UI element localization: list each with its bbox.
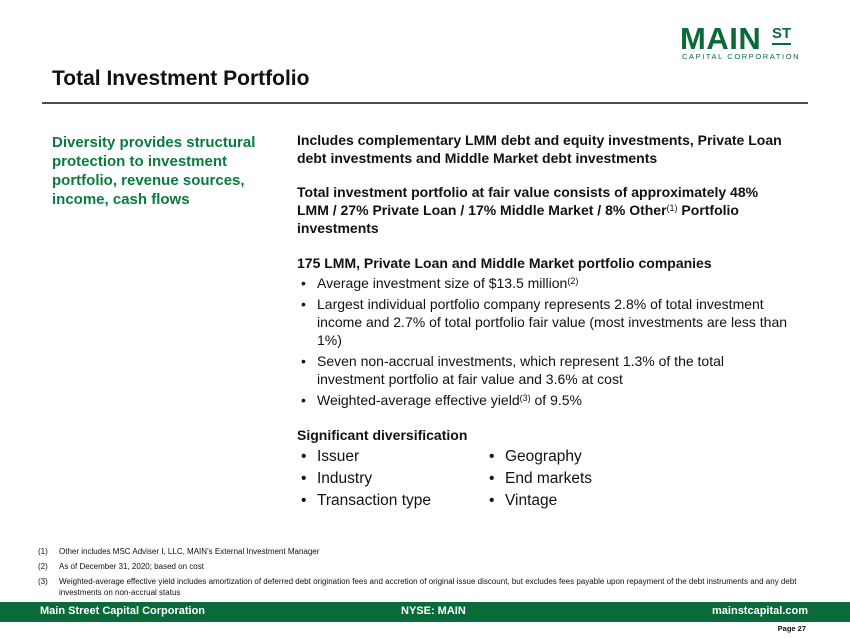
footnote-ref-2: (2) <box>567 276 579 286</box>
main-content <box>297 131 787 514</box>
page-title: Total Investment Portfolio <box>52 67 310 90</box>
page-number: Page 27 <box>777 624 806 633</box>
footnote-number: (1) <box>38 547 48 556</box>
logo-subtitle: CAPITAL CORPORATION <box>682 52 801 61</box>
diversification-grid <box>297 448 787 514</box>
list-item <box>297 352 787 388</box>
paragraph-portfolio-companies: 175 LMM, Private Loan and Middle Market portfolio companies <box>297 255 712 271</box>
diversification-heading: Significant diversification <box>297 427 468 443</box>
logo-st-text: ST <box>772 26 791 45</box>
list-item <box>297 295 787 349</box>
footer-company-name: Main Street Capital Corporation <box>40 605 206 617</box>
list-item <box>297 274 787 292</box>
footnote-ref-3: (3) <box>519 393 531 403</box>
footnote-text: As of December 31, 2020; based on cost <box>59 562 204 571</box>
list-item: • Geography <box>485 448 673 466</box>
paragraph-portfolio-mix <box>297 183 787 237</box>
footnote-text: Weighted-average effective yield includes amortization of deferred debt origination fees and accretion of original issue discount, but excludes fees payable upon repayment of the debt instruments and any debt investments on non-accrual status <box>59 577 797 597</box>
portfolio-mix-suffix: Portfolio investments <box>297 202 739 236</box>
paragraph-complementary-investments: Includes complementary LMM debt and equity investments, Private Loan debt investments and Middle Market debt investments <box>297 132 782 166</box>
portfolio-mix-text: Total investment portfolio at fair value consists of approximately 48% LMM / 27% Private Loan / 17% Middle Market / 8% Other <box>297 184 759 218</box>
footnotes <box>38 546 798 602</box>
bullet-text: Weighted-average effective yield <box>317 392 520 408</box>
company-logo <box>680 23 800 63</box>
list-item <box>297 391 787 409</box>
footnote <box>38 576 798 598</box>
list-item: • End markets <box>485 470 673 488</box>
diversification-column-2 <box>485 448 673 514</box>
footnote-number: (2) <box>38 562 48 571</box>
footnote-ref-1: (1) <box>666 203 678 213</box>
bullet-text: Seven non-accrual investments, which represent 1.3% of the total investment portfolio at fair value and 3.6% at cost <box>317 353 724 387</box>
title-divider <box>42 102 808 104</box>
list-item: • Industry <box>297 470 485 488</box>
list-item: • Vintage <box>485 492 673 510</box>
list-item: • Issuer <box>297 448 485 466</box>
footer-bar <box>0 602 850 622</box>
footer-website-link[interactable]: mainstcapital.com <box>712 605 808 617</box>
footnote-text: Other includes MSC Adviser I, LLC, MAIN’s External Investment Manager <box>59 547 320 556</box>
logo-main-text: MAIN <box>680 21 762 56</box>
portfolio-bullet-list <box>297 274 787 409</box>
footnote <box>38 561 798 572</box>
footnote <box>38 546 798 557</box>
sidebar-callout: Diversity provides structural protection to investment portfolio, revenue sources, income, cash flows <box>52 134 256 208</box>
list-item: • Transaction type <box>297 492 485 510</box>
bullet-text: Largest individual portfolio company represents 2.8% of total investment income and 2.7% of total portfolio fair value (most investments are less than 1%) <box>317 296 788 348</box>
diversification-column-1 <box>297 448 485 514</box>
footer-ticker: NYSE: MAIN <box>401 605 466 617</box>
bullet-text: Average investment size of $13.5 million <box>317 275 568 291</box>
bullet-text-suffix: of 9.5% <box>530 392 582 408</box>
footnote-number: (3) <box>38 577 48 586</box>
